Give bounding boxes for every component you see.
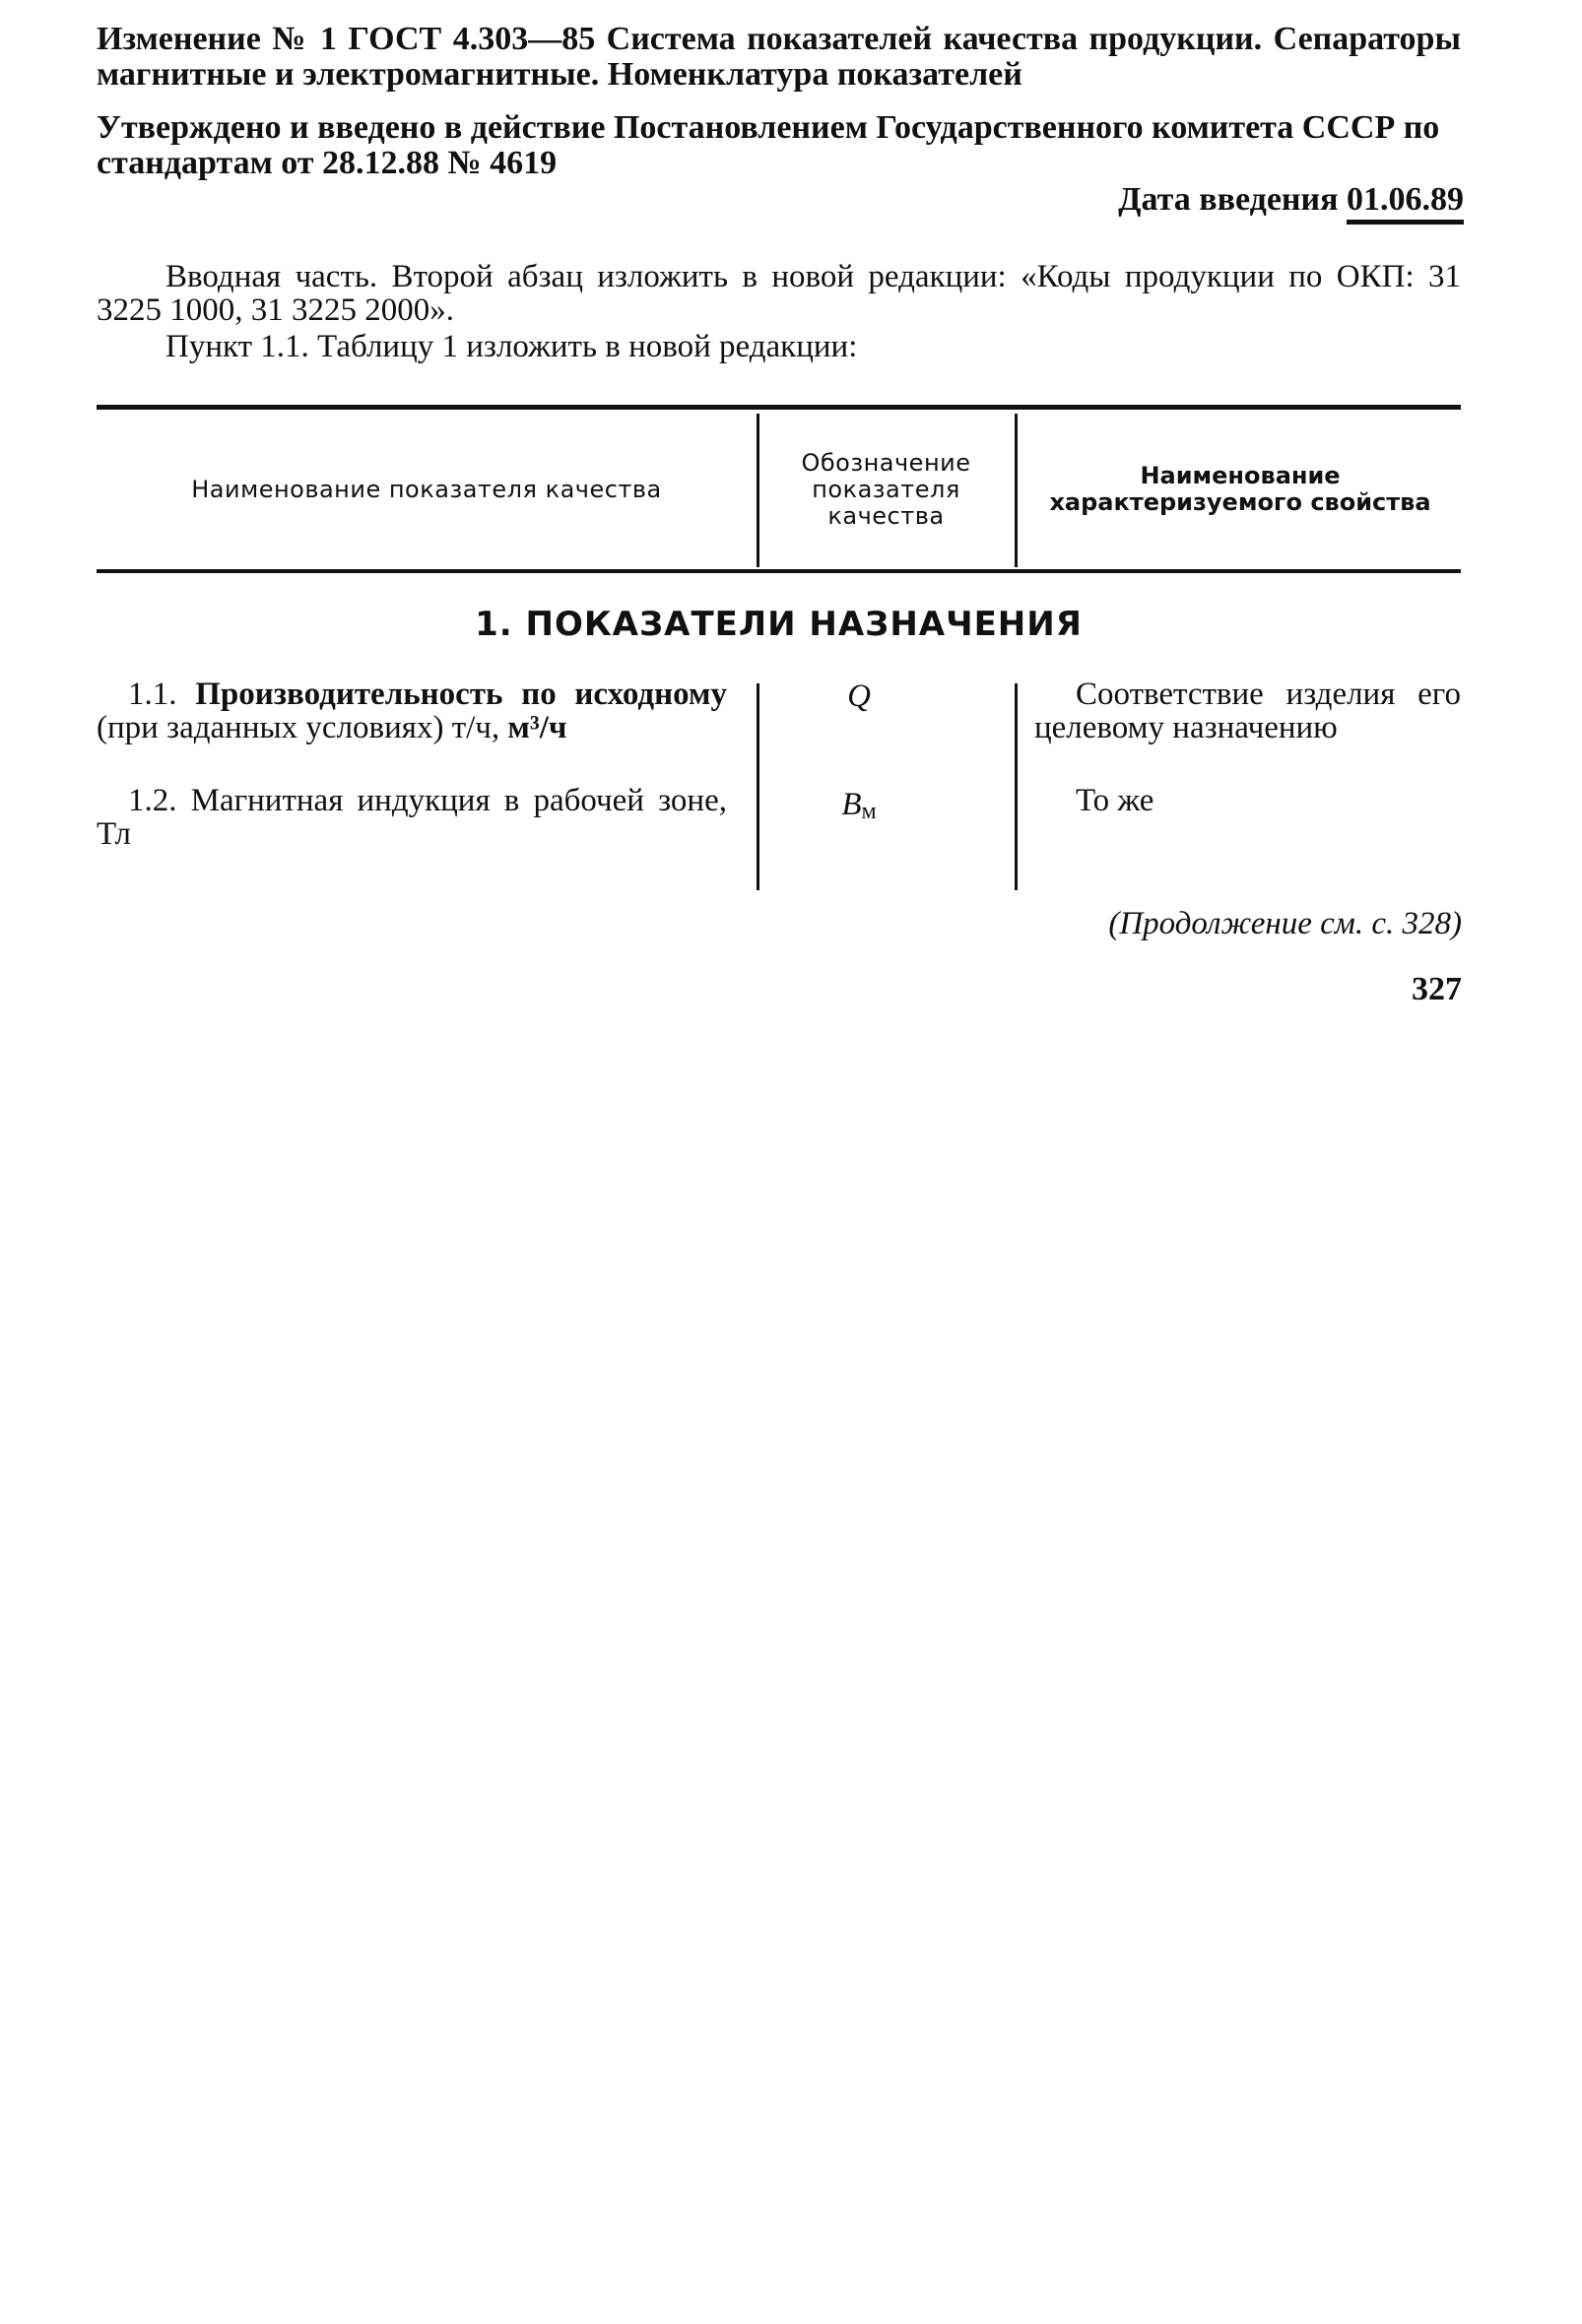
effective-date [1118,182,1464,218]
table-row-name [97,784,727,851]
body-divider-2 [1015,683,1018,890]
symbol-base: B [841,787,862,822]
approval-statement: Утверждено и введено в действие Постановлением Государственного комитета СССР по стандартам от 28.12.88 № 4619 [97,109,1440,181]
header-divider-1 [757,414,759,567]
effective-date-label: Дата введения [1118,181,1339,218]
section-title: 1. ПОКАЗАТЕЛИ НАЗНАЧЕНИЯ [475,605,1083,644]
header-characterized-property: Наименование характеризуемого свойства [1049,462,1431,516]
symbol-subscript: м [861,799,877,824]
row-number: 1.1. [128,677,177,712]
table-header-bottom-rule [97,569,1461,573]
table-row-characteristic: То же [1076,783,1154,818]
amendment-title: Изменение № 1 ГОСТ 4.303—85 Система показателей качества продукции. Сепараторы магнитные и электромагнитные. Номенклатура показателей [97,21,1461,93]
table-row-characteristic: Соответствие изделия его целевому назначению [1034,677,1461,745]
row-number: 1.2. [128,783,177,818]
page-number: 327 [1412,971,1462,1007]
row-name-bold: Производительность по исходному [195,677,727,712]
header-quality-indicator-name: Наименование показателя качества [191,475,662,503]
table-row-symbol: Q [847,678,871,714]
row-name-text: Магнитная индукция в рабочей зоне, Тл [97,783,727,852]
table-row-symbol [760,788,957,828]
row-name-rest: (при заданных условиях) т/ч, [97,710,500,745]
effective-date-value: 01.06.89 [1347,181,1464,225]
header-divider-2 [1015,414,1018,567]
continuation-note: (Продолжение см. с. 328) [1108,906,1462,941]
row-unit: м³/ч [507,710,567,745]
table-row-name [97,678,727,744]
point-paragraph: Пункт 1.1. Таблицу 1 изложить в новой редакции: [165,329,858,364]
table-top-rule [97,405,1461,410]
body-divider-1 [757,683,759,890]
header-indicator-symbol: Обозначение показателя качества [801,448,971,530]
intro-paragraph: Вводная часть. Второй абзац изложить в новой редакции: «Коды продукции по ОКП: 31 3225 1000, 31 3225 2000». [97,259,1461,328]
